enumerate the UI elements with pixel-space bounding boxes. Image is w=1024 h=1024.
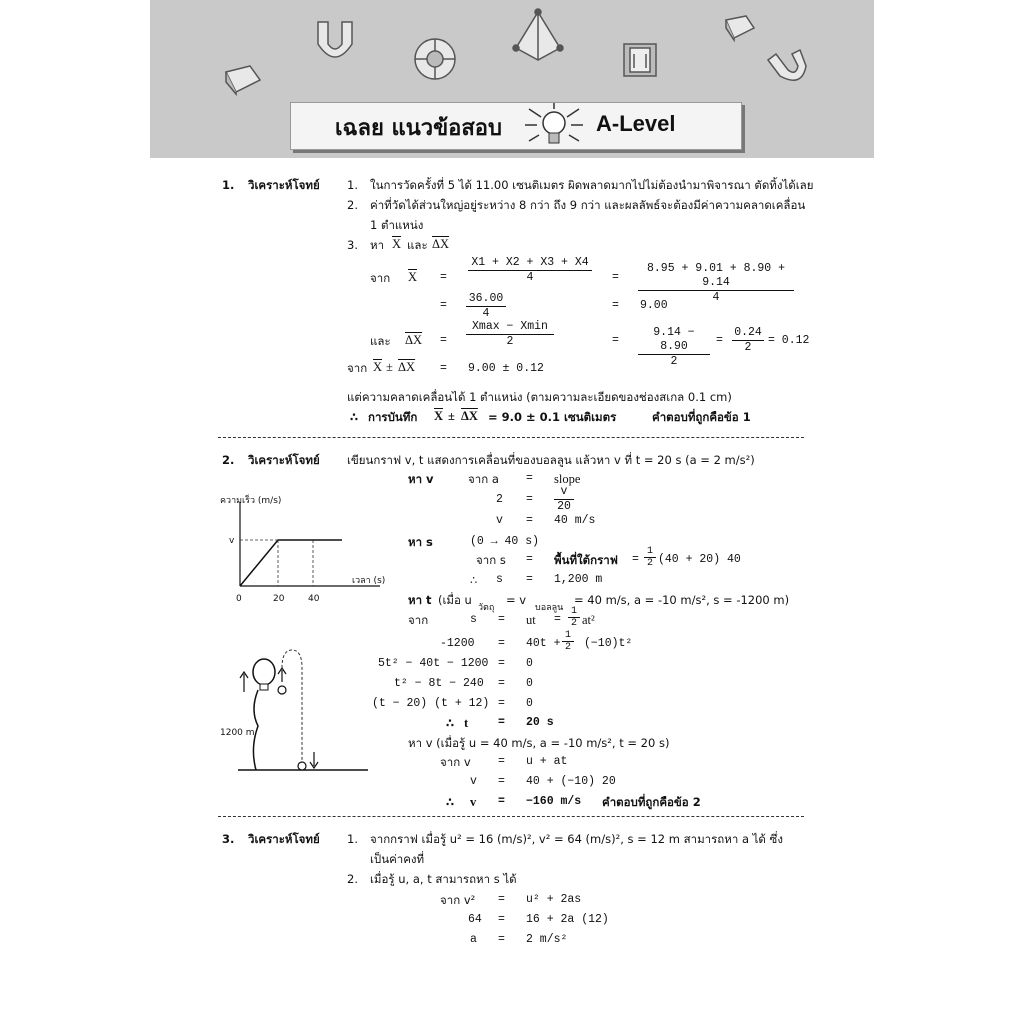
text: จาก (370, 271, 391, 285)
text: จาก (408, 613, 429, 627)
text: (−10)t² (584, 637, 633, 650)
equals: = (632, 553, 639, 566)
equals: = (498, 795, 505, 808)
text: หา (370, 238, 385, 252)
text: จาก v² (440, 893, 476, 907)
paragraph: แต่ความคลาดเคลื่อนได้ 1 ตำแหน่ง (ตามความละเอียดของช่องสเกล 0.1 cm) (347, 390, 732, 404)
paragraph: ค่าที่วัดได้ส่วนใหญ่อยู่ระหว่าง 8 กว่า ถึง 9 กว่า และผลลัพธ์จะต้องมีค่าความคลาดเคลื่อน (370, 198, 806, 212)
text: (0 → 40 s) (470, 535, 540, 548)
result: 9.00 ± 0.12 (468, 362, 544, 375)
item-number: 2. (347, 198, 358, 212)
text: 64 (468, 913, 482, 926)
equals: = (498, 933, 505, 946)
plus-minus: ± (448, 409, 455, 423)
device-icon (620, 40, 660, 80)
velocity-time-graph (220, 490, 390, 610)
delta-xbar-symbol: $\overline{\Delta X}$ (432, 237, 450, 251)
text: = v (506, 593, 527, 607)
x-tick-label: 40 (308, 594, 320, 604)
text: s (496, 573, 503, 586)
text: u + at (526, 755, 568, 768)
ball-icon (298, 762, 306, 770)
result: 40 m/s (554, 514, 596, 527)
equals: = (554, 613, 561, 626)
equals: = (526, 553, 533, 566)
banner-title-thai: เฉลย แนวข้อสอบ (335, 115, 502, 141)
fraction: $\frac{1}{2}$ (568, 606, 580, 629)
item-number: 1. (347, 832, 358, 846)
equals: = (440, 271, 447, 284)
paragraph: เมื่อรู้ u, a, t สามารถหา s ได้ (370, 872, 517, 886)
paragraph: ในการวัดครั้งที่ 5 ได้ 11.00 เซนติเมตร ผิดพลาดมากไปไม่ต้องนำมาพิจารณา ตัดทิ้งได้เลย (370, 178, 814, 192)
x-tick-label: 0 (236, 594, 242, 604)
balloon-diagram (230, 640, 380, 780)
xbar-symbol: $\overline{X}$ (373, 360, 383, 374)
paragraph: เป็นค่าคงที่ (370, 852, 425, 866)
text: at² (582, 613, 595, 627)
delta-xbar-symbol: $\overline{\Delta X}$ (405, 333, 423, 347)
paragraph: จากกราฟ เมื่อรู้ u² = 16 (m/s)², v² = 64 (m/s)², s = 12 m สามารถหา a ได้ ซึ่ง (370, 832, 783, 846)
fraction: $\frac{9.14 - 8.90}{2}$ (638, 326, 710, 369)
text: พื้นที่ใต้กราฟ (554, 553, 618, 567)
text: 0 (526, 657, 533, 670)
wheel-icon (412, 36, 458, 82)
step-label: หา v (408, 472, 434, 486)
equals: = (498, 657, 505, 670)
text: -1200 (440, 637, 475, 650)
answer-text: คำตอบที่ถูกคือข้อ 2 (602, 795, 701, 809)
text: 2 (496, 493, 503, 506)
item-number: 2. (347, 872, 358, 886)
text: 40t + (526, 637, 561, 650)
fraction: $\frac{8.95 + 9.01 + 8.90 + 9.14}{4}$ (638, 262, 794, 305)
subscript: บอลลูน (535, 603, 564, 613)
equals: = (498, 755, 505, 768)
text: t (464, 716, 469, 730)
equals: = (498, 613, 505, 626)
text: a (470, 933, 477, 946)
lightbulb-icon (519, 103, 589, 149)
text: (40 + 20) 40 (658, 553, 741, 566)
xbar-symbol: $\overline{X}$ (408, 270, 418, 284)
pyramid-icon (510, 8, 566, 64)
text: (t − 20) (t + 12) (372, 697, 490, 710)
text: 40 + (−10) 20 (526, 775, 616, 788)
text: ut (526, 613, 536, 627)
step-label: หา v (เมื่อรู้ u = 40 m/s, a = -10 m/s², t = 20 s) (408, 736, 670, 750)
equals: = (440, 362, 447, 375)
equals: = (526, 573, 533, 586)
ball-path (282, 650, 302, 762)
equals: = (498, 697, 505, 710)
result: 1,200 m (554, 573, 603, 586)
text: การบันทึก (368, 410, 418, 424)
result: 9.00 (640, 299, 668, 312)
equals: = (498, 637, 505, 650)
magnet-icon (762, 48, 810, 92)
fraction: $\frac{1}{2}$ (644, 546, 656, 569)
answer-text: คำตอบที่ถูกคือข้อ 1 (652, 410, 751, 424)
text: 0 (526, 677, 533, 690)
text: จาก a (468, 472, 499, 486)
equals: = (498, 677, 505, 690)
equals: = (612, 271, 619, 284)
analysis-label: วิเคราะห์โจทย์ (248, 832, 320, 846)
plus-minus: ± (386, 360, 393, 374)
equals: = (440, 299, 447, 312)
velocity-line (240, 540, 342, 586)
magnet-icon (310, 14, 360, 66)
equals: = (526, 514, 533, 527)
final-value: = 9.0 ± 0.1 เซนติเมตร (488, 410, 617, 424)
text: v (470, 775, 477, 788)
fraction: $\frac{v}{20}$ (554, 485, 574, 514)
fraction: $\frac{0.24}{2}$ (732, 326, 764, 355)
result: = 0.12 (768, 334, 810, 347)
paragraph: 1 ตำแหน่ง (370, 218, 424, 232)
text: v (496, 514, 503, 527)
title-banner (290, 102, 742, 150)
therefore-symbol: ∴ (446, 716, 455, 730)
text: และ (407, 238, 428, 252)
step-label: หา t (408, 593, 432, 607)
x-axis-label: เวลา (s) (352, 576, 386, 586)
text: u² + 2as (526, 893, 582, 906)
basket-icon (260, 684, 268, 690)
result: 2 m/s² (526, 933, 568, 946)
ball-icon (278, 686, 286, 694)
question-number: 3. (222, 832, 235, 846)
text: จาก v (440, 755, 471, 769)
text: slope (554, 472, 581, 486)
text: s (470, 613, 477, 626)
text: 0 (526, 697, 533, 710)
fraction: $\frac{36.00}{4}$ (466, 292, 506, 321)
y-axis-label: ความเร็ว (m/s) (220, 496, 282, 506)
equals: = (498, 775, 505, 788)
banner-title-level: A-Level (596, 111, 676, 136)
text: จาก (347, 361, 368, 375)
paragraph: เขียนกราฟ v, t แสดงการเคลื่อนที่ของบอลลูน แล้วหา v ที่ t = 20 s (a = 2 m/s²) (347, 453, 755, 467)
height-label: 1200 m (220, 728, 255, 738)
cube-icon (220, 62, 264, 98)
fraction: $\frac{1}{2}$ (562, 630, 574, 653)
therefore-symbol: ∴ (350, 410, 359, 424)
equals: = (498, 893, 505, 906)
text: และ (370, 334, 391, 348)
result: 20 s (526, 716, 554, 729)
analysis-label: วิเคราะห์โจทย์ (248, 453, 320, 467)
fraction: $\frac{X1 + X2 + X3 + X4}{4}$ (468, 256, 592, 285)
text: 5t² − 40t − 1200 (378, 657, 489, 670)
y-tick-label: v (229, 536, 235, 546)
step-label: หา s (408, 535, 433, 549)
equals: = (716, 334, 723, 347)
item-number: 1. (347, 178, 358, 192)
item-number: 3. (347, 238, 358, 252)
cube-icon (722, 12, 758, 44)
x-tick-label: 20 (273, 594, 285, 604)
divider (218, 437, 804, 438)
equals: = (440, 334, 447, 347)
equals: = (526, 472, 533, 485)
question-number: 2. (222, 453, 235, 467)
delta-xbar-symbol: $\overline{\Delta X}$ (461, 409, 478, 423)
text: v (470, 795, 477, 809)
text: จาก s (476, 553, 506, 567)
text: (เมื่อ u (438, 593, 472, 607)
balloon-icon (253, 659, 275, 685)
question-number: 1. (222, 178, 235, 192)
xbar-symbol: $\overline{X}$ (392, 237, 402, 251)
subscript: วัตถุ (478, 603, 495, 613)
text: = 40 m/s, a = -10 m/s², s = -1200 m) (574, 593, 790, 607)
equals: = (498, 913, 505, 926)
equals: = (526, 493, 533, 506)
xbar-symbol: $\overline{X}$ (434, 409, 444, 423)
text: 16 + 2a (12) (526, 913, 609, 926)
text: t² − 8t − 240 (394, 677, 484, 690)
equals: = (612, 299, 619, 312)
divider (218, 816, 804, 817)
delta-xbar-symbol: $\overline{\Delta X}$ (398, 360, 416, 374)
therefore-symbol: ∴ (446, 795, 455, 809)
therefore-symbol: ∴ (470, 573, 478, 587)
result: −160 m/s (526, 795, 582, 808)
analysis-label: วิเคราะห์โจทย์ (248, 178, 320, 192)
equals: = (498, 716, 505, 729)
fraction: Xmax − Xmin 2 (466, 320, 554, 349)
equals: = (612, 334, 619, 347)
